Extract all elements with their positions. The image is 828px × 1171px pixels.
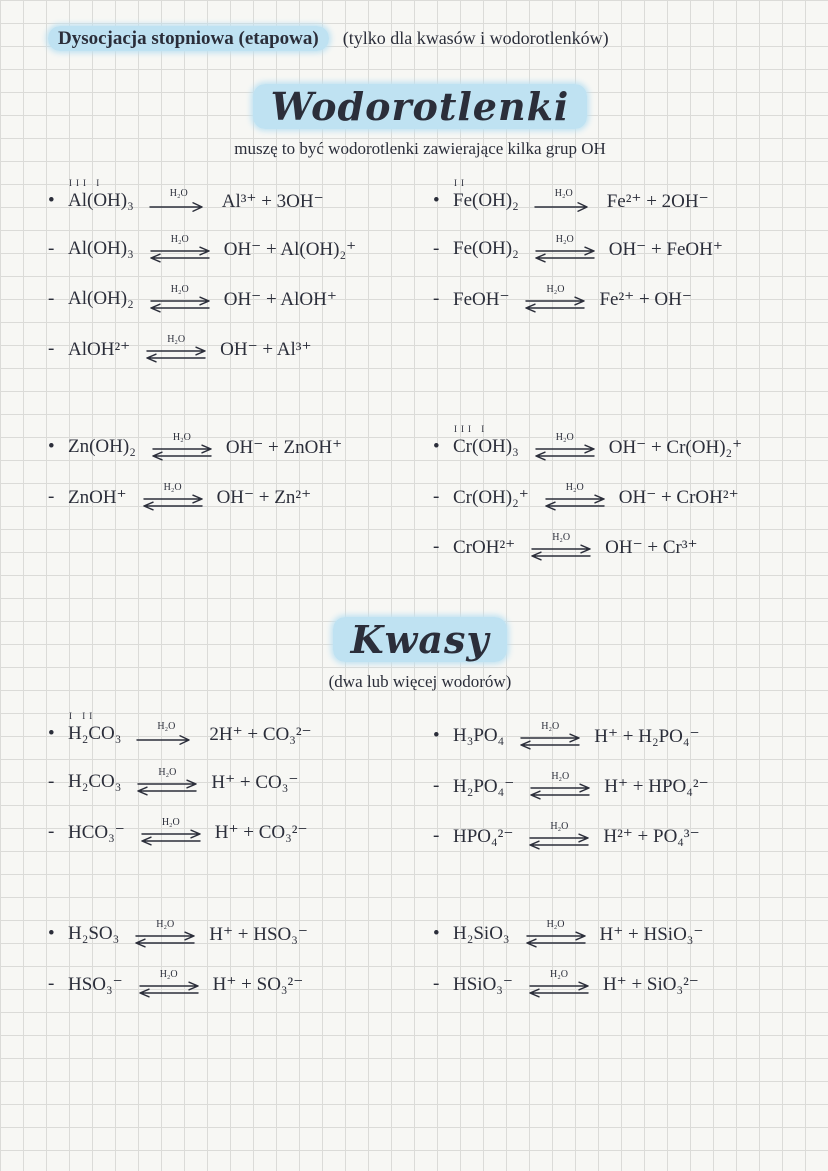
equilibrium-arrow-icon [144,346,208,363]
equilibrium-arrow-icon [133,931,197,948]
equation-lhs-text: Fe(OH)₂ [453,238,519,259]
equation-rhs: H²⁺ + PO₄³⁻ [603,825,700,847]
equation-lhs [68,821,125,844]
equation-lhs [453,178,519,212]
reaction-arrow [518,722,582,750]
arrow-label: H₂O [170,234,189,245]
equation-rhs: OH⁻ + FeOH⁺ [608,238,723,260]
equation-line [48,335,407,363]
reaction-arrow [523,285,587,313]
equation-group [48,178,407,385]
equation-line [48,483,407,511]
equation-line [48,711,407,746]
arrow-label: H₂O [167,334,186,345]
equation-line [48,818,407,846]
section-heading-wrap [48,617,792,662]
equilibrium-arrow-icon [148,246,212,263]
arrow-label: H₂O [554,188,573,199]
equation-rhs: H⁺ + SO₃²⁻ [212,973,304,995]
equilibrium-arrow-icon [529,544,593,561]
reaction-arrow [150,433,214,461]
equation-rhs: OH⁻ + CrOH²⁺ [618,486,739,508]
reaction-arrow [529,533,593,561]
section-heading: Wodorotlenki [253,84,588,129]
equation-rhs: H⁺ + HPO₄²⁻ [604,775,709,797]
arrow-label: H₂O [552,532,571,543]
equation-bullet: • [48,923,55,944]
reaction-arrow [543,483,607,511]
equation-bullet: - [48,821,55,842]
equation-rhs: H⁺ + H₂PO₄⁻ [594,725,700,747]
equation-rhs: 2H⁺ + CO₃²⁻ [209,723,312,745]
equation-lhs [68,711,122,745]
equation-lhs-text: HCO₃⁻ [68,821,125,843]
oxidation-marks: III I [454,424,489,434]
arrow-label: H₂O [161,817,180,828]
equation-lhs-text: HPO₄²⁻ [453,825,514,847]
arrow-label: H₂O [163,482,182,493]
arrow-label: H₂O [541,721,560,732]
equation-line [48,433,407,461]
section-note: (dwa lub więcej wodorów) [328,672,512,691]
equation-group [433,920,792,1020]
equation-bullet: - [48,338,55,359]
reaction-arrow [524,920,588,948]
equilibrium-arrow-icon [533,246,597,263]
equation-lhs-text: CrOH²⁺ [453,536,516,558]
equation-lhs [453,973,513,996]
sections [48,84,792,1020]
page-title: Dysocjacja stopniowa (etapowa) [48,26,329,51]
equation-bullet: - [433,536,440,557]
equation-lhs-text: Zn(OH)₂ [68,436,136,457]
equilibrium-arrow-icon [528,783,592,800]
equation-lhs [68,288,134,310]
equation-lhs-text: H₂CO₃ [68,723,122,744]
equation-line [433,970,792,998]
equation-grid [48,711,792,1020]
reaction-arrow [148,189,210,213]
equation-rhs: OH⁻ + AlOH⁺ [223,288,337,310]
equilibrium-arrow-icon [518,733,582,750]
equation-bullet: - [433,238,440,259]
equation-bullet: - [433,825,440,846]
equation-line [48,235,407,263]
equation-rhs: OH⁻ + Zn²⁺ [216,486,312,508]
arrow-label: H₂O [159,969,178,980]
section-note: muszę to być wodorotlenki zawierające kilka grup OH [234,139,606,158]
arrow-label: H₂O [156,919,175,930]
equation-line [48,285,407,313]
page-subtitle: (tylko dla kwasów i wodorotlenków) [342,28,609,48]
page-header [48,28,792,50]
equation-line [433,822,792,850]
equation-lhs-text: Cr(OH)₂⁺ [453,486,529,508]
equation-rhs: H⁺ + HSO₃⁻ [209,923,308,945]
equilibrium-arrow-icon [137,981,201,998]
reaction-arrow [141,483,205,511]
equilibrium-arrow-icon [523,296,587,313]
equation-lhs [453,825,513,848]
equation-line [433,483,792,511]
equation-bullet: - [48,771,55,792]
arrow-label: H₂O [555,432,574,443]
equation-lhs-text: Al(OH)₂ [68,288,134,309]
equation-bullet: - [48,486,55,507]
equation-rhs: H⁺ + SiO₃²⁻ [602,973,699,995]
equation-line [433,178,792,213]
reaction-arrow [148,285,212,313]
equation-lhs-text: H₂SiO₃ [453,923,510,944]
equation-bullet: - [433,775,440,796]
equation-line [433,722,792,750]
section [48,84,792,583]
equation-group [48,920,407,1020]
equation-bullet: - [48,973,55,994]
equation-lhs [453,725,504,747]
equation-lhs [453,923,510,945]
equilibrium-arrow-icon [527,981,591,998]
equation-lhs-text: ZnOH⁺ [68,486,127,508]
forward-arrow-icon [533,200,595,213]
equation-bullet: • [48,723,55,744]
equation-bullet: - [433,973,440,994]
equation-lhs-text: HSO₃⁻ [68,973,123,995]
equation-group [433,178,792,335]
oxidation-marks: III I [69,178,104,188]
equation-rhs: Fe²⁺ + OH⁻ [599,288,692,310]
reaction-arrow [144,335,208,363]
equation-line [48,920,407,948]
equation-line [433,920,792,948]
equation-lhs [68,436,136,458]
equation-grid [48,178,792,583]
equation-lhs-text: FeOH⁻ [453,288,510,310]
equation-rhs: OH⁻ + Al(OH)₂⁺ [223,238,357,260]
equation-rhs: OH⁻ + ZnOH⁺ [225,436,343,458]
arrow-label: H₂O [157,721,176,732]
equation-lhs-text: AlOH²⁺ [68,338,131,360]
equilibrium-arrow-icon [524,931,588,948]
equation-rhs: Fe²⁺ + 2OH⁻ [606,190,709,212]
equation-lhs [68,178,134,212]
equation-rhs: OH⁻ + Cr³⁺ [605,536,698,558]
arrow-label: H₂O [549,969,568,980]
equation-lhs-text: H₂CO₃ [68,771,122,792]
equation-lhs [68,338,130,361]
equation-line [433,285,792,313]
equilibrium-arrow-icon [148,296,212,313]
equation-line [433,533,792,561]
equation-rhs: Al³⁺ + 3OH⁻ [221,190,324,212]
equation-line [48,178,407,213]
equation-bullet: • [433,436,440,457]
forward-arrow-icon [135,733,197,746]
reaction-arrow [137,970,201,998]
equation-group [48,433,407,533]
equation-group [48,711,407,868]
equation-line [433,772,792,800]
forward-arrow-icon [148,200,210,213]
equation-line [48,768,407,796]
equation-rhs: H⁺ + CO₃⁻ [211,771,299,793]
equation-bullet: • [48,436,55,457]
reaction-arrow [139,818,203,846]
reaction-arrow [533,235,597,263]
equation-rhs: H⁺ + CO₃²⁻ [214,821,308,843]
equation-lhs-text: H₂PO₄⁻ [453,775,515,797]
equation-bullet: • [433,725,440,746]
equilibrium-arrow-icon [533,444,597,461]
reaction-arrow [527,970,591,998]
arrow-label: H₂O [546,284,565,295]
equation-lhs-text: Al(OH)₃ [68,238,134,259]
equation-lhs [453,536,515,559]
equation-bullet: • [433,190,440,211]
equation-bullet: • [433,923,440,944]
equation-lhs [453,775,514,798]
equation-lhs [68,486,127,509]
reaction-arrow [135,722,197,746]
equilibrium-arrow-icon [141,494,205,511]
oxidation-marks: II [454,178,468,188]
arrow-label: H₂O [170,284,189,295]
equation-lhs-text: Cr(OH)₃ [453,436,519,457]
arrow-label: H₂O [550,821,569,832]
equation-group [433,424,792,583]
reaction-arrow [133,920,197,948]
equation-lhs [68,923,119,945]
equation-lhs-text: HSiO₃⁻ [453,973,513,995]
equation-lhs [453,424,519,458]
arrow-label: H₂O [169,188,188,199]
equation-line [433,424,792,461]
equation-lhs [453,238,519,260]
equation-bullet: - [433,288,440,309]
equation-bullet: - [48,288,55,309]
section [48,617,792,1020]
equation-rhs: H⁺ + HSiO₃⁻ [599,923,704,945]
arrow-label: H₂O [565,482,584,493]
equation-lhs [453,486,529,509]
reaction-arrow [135,768,199,796]
equation-lhs [453,288,509,311]
reaction-arrow [528,772,592,800]
equilibrium-arrow-icon [150,444,214,461]
arrow-label: H₂O [546,919,565,930]
equation-group [433,722,792,872]
equilibrium-arrow-icon [135,779,199,796]
equation-bullet: • [48,190,55,211]
equilibrium-arrow-icon [543,494,607,511]
equation-lhs [68,771,121,793]
section-heading-wrap [48,84,792,129]
equation-bullet: - [433,486,440,507]
equation-lhs [68,238,134,260]
equation-lhs-text: Fe(OH)₂ [453,190,519,211]
equilibrium-arrow-icon [527,833,591,850]
equation-line [48,970,407,998]
arrow-label: H₂O [158,767,177,778]
equation-lhs-text: H₃PO₄ [453,725,505,746]
arrow-label: H₂O [551,771,570,782]
reaction-arrow [527,822,591,850]
reaction-arrow [533,433,597,461]
equation-lhs-text: Al(OH)₃ [68,190,134,211]
arrow-label: H₂O [555,234,574,245]
equilibrium-arrow-icon [139,829,203,846]
equation-lhs-text: H₂SO₃ [68,923,120,944]
equation-rhs: OH⁻ + Cr(OH)₂⁺ [608,436,743,458]
equation-rhs: OH⁻ + Al³⁺ [220,338,312,360]
arrow-label: H₂O [172,432,191,443]
equation-bullet: - [48,238,55,259]
oxidation-marks: I II [69,711,97,721]
reaction-arrow [148,235,212,263]
reaction-arrow [533,189,595,213]
equation-lhs [68,973,123,996]
equation-line [433,235,792,263]
section-heading: Kwasy [333,617,508,662]
